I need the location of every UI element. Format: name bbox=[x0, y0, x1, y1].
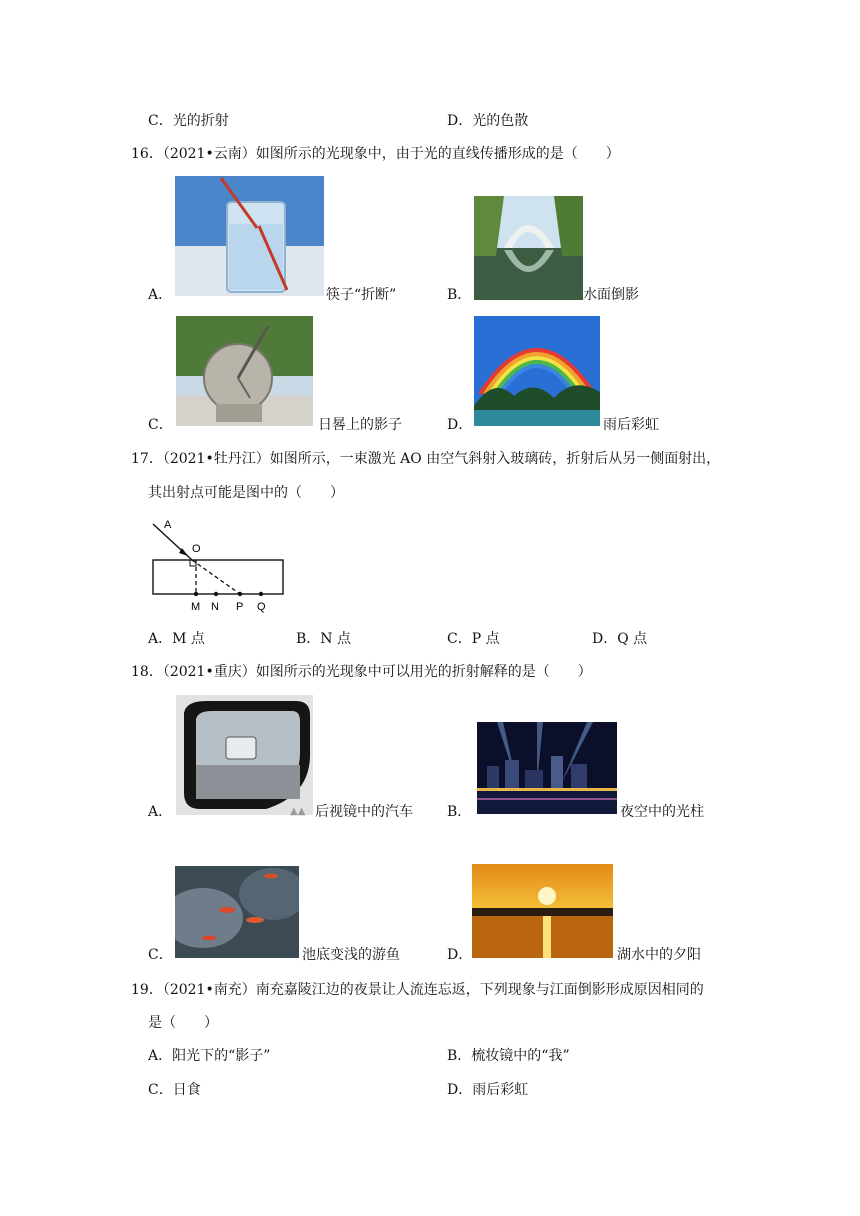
night-light-beams-image bbox=[477, 722, 617, 814]
q18-option-b-caption: 夜空中的光柱 bbox=[620, 804, 704, 820]
q17-option-d: D．Q 点 bbox=[592, 631, 648, 647]
q16-option-a-letter: A． bbox=[148, 287, 173, 303]
rainbow-image bbox=[474, 316, 600, 426]
point-m bbox=[194, 592, 198, 596]
sundial-image bbox=[176, 316, 313, 426]
q19-stem-line2: 是（ ） bbox=[148, 1015, 218, 1031]
q18-option-a-letter: A． bbox=[148, 804, 173, 820]
q16-option-a-caption: 筷子“折断” bbox=[326, 287, 397, 303]
q18-stem: 18．（2021•重庆）如图所示的光现象中可以用光的折射解释的是（ ） bbox=[131, 664, 592, 680]
q18-option-a-caption: 后视镜中的汽车 bbox=[315, 804, 413, 820]
q17-option-b: B．N 点 bbox=[296, 631, 351, 647]
q19-option-d: D．雨后彩虹 bbox=[447, 1082, 529, 1098]
q18-option-b-letter: B． bbox=[447, 804, 472, 820]
q17-stem-line2: 其出射点可能是图中的（ ） bbox=[148, 485, 344, 501]
q19-option-b: B．梳妆镜中的“我” bbox=[447, 1048, 570, 1064]
q16-option-d-letter: D． bbox=[447, 417, 473, 433]
point-p bbox=[238, 592, 242, 596]
q16-option-d-caption: 雨后彩虹 bbox=[603, 417, 659, 433]
q16-option-c-letter: C． bbox=[148, 417, 173, 433]
q15-option-c: C．光的折射 bbox=[148, 113, 229, 129]
label-q: Q bbox=[257, 601, 266, 613]
q17-option-c: C．P 点 bbox=[447, 631, 500, 647]
point-n bbox=[214, 592, 218, 596]
chopsticks-in-water-image bbox=[175, 176, 324, 296]
q16-option-b-letter: B． bbox=[447, 287, 472, 303]
label-o: O bbox=[192, 543, 201, 555]
q17-stem-line1: 17．（2021•牡丹江）如图所示，一束激光 AO 由空气斜射入玻璃砖，折射后从另一侧面射出， bbox=[131, 451, 721, 467]
q19-option-a: A．阳光下的“影子” bbox=[148, 1048, 271, 1064]
label-a: A bbox=[164, 519, 172, 531]
q16-option-c-caption: 日晷上的影子 bbox=[318, 417, 402, 433]
q18-option-c-letter: C． bbox=[148, 947, 173, 963]
q16-option-b-caption: 水面倒影 bbox=[583, 287, 639, 303]
q18-option-d-letter: D． bbox=[447, 947, 473, 963]
sunset-over-lake-image bbox=[472, 864, 613, 958]
mountain-icon: ▲▲ bbox=[290, 806, 306, 817]
refracted-ray bbox=[192, 560, 240, 594]
q19-option-c: C．日食 bbox=[148, 1082, 201, 1098]
q19-stem-line1: 19．（2021•南充）南充嘉陵江边的夜景让人流连忘返，下列现象与江面倒影形成原因相同的 bbox=[131, 982, 704, 998]
point-q bbox=[259, 592, 263, 596]
glass-brick bbox=[153, 560, 283, 594]
q18-option-d-caption: 湖水中的夕阳 bbox=[617, 947, 701, 963]
q16-stem: 16．（2021•云南）如图所示的光现象中，由于光的直线传播形成的是（ ） bbox=[131, 146, 620, 162]
q18-option-c-caption: 池底变浅的游鱼 bbox=[302, 947, 400, 963]
q17-option-a: A．M 点 bbox=[148, 631, 205, 647]
bridge-reflection-image bbox=[474, 196, 583, 300]
rearview-mirror-image bbox=[176, 695, 313, 815]
fish-in-pond-image bbox=[175, 866, 299, 958]
q15-option-d: D．光的色散 bbox=[447, 113, 529, 129]
label-p: P bbox=[236, 601, 244, 613]
glass-brick-diagram bbox=[148, 514, 288, 618]
label-m: M bbox=[191, 601, 201, 613]
label-n: N bbox=[211, 601, 219, 613]
